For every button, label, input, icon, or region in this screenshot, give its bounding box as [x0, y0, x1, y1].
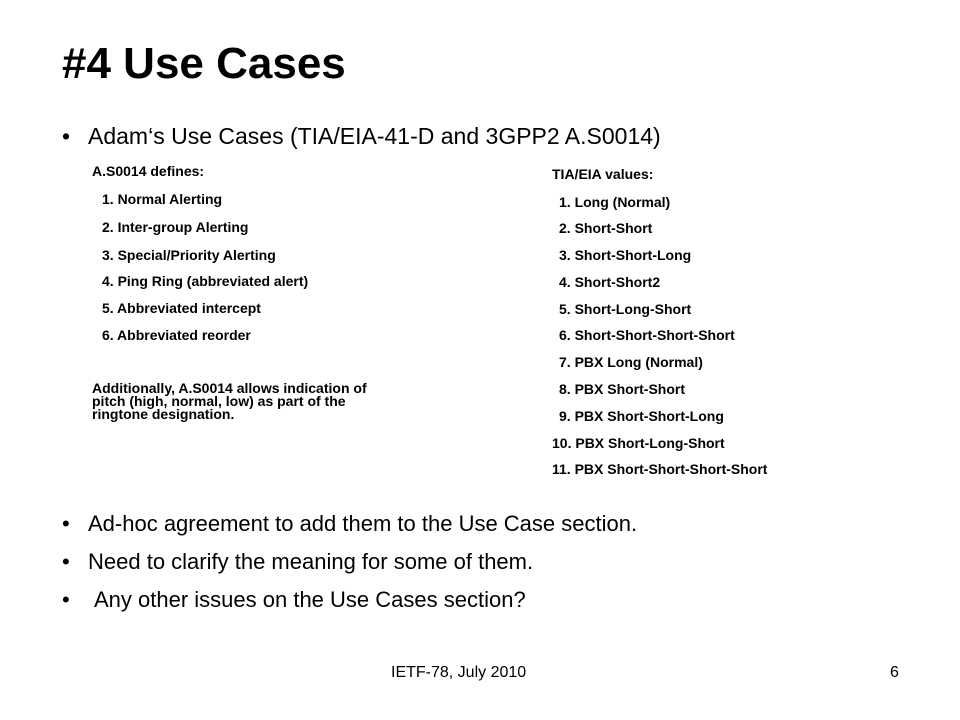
left-item: 4. Ping Ring (abbreviated alert) — [102, 273, 309, 289]
bullet-text: Any other issues on the Use Cases section? — [94, 587, 526, 612]
left-heading: A.S0014 defines: — [92, 163, 205, 179]
right-item: 9. PBX Short-Short-Long — [559, 408, 724, 424]
right-item: 11. PBX Short-Short-Short-Short — [552, 461, 768, 477]
pitch-note: Additionally, A.S0014 allows indication of pitch (high, normal, low) as part of the ringtone designation. — [92, 380, 367, 422]
left-item: 2. Inter-group Alerting — [102, 219, 249, 235]
right-item: 6. Short-Short-Short-Short — [559, 327, 735, 343]
left-item: 6. Abbreviated reorder — [102, 327, 251, 343]
bullet-other-issues — [62, 588, 526, 612]
footer-event: IETF-78, July 2010 — [391, 664, 527, 681]
right-item: 1. Long (Normal) — [559, 194, 671, 210]
slide-title: #4 Use Cases — [62, 39, 346, 88]
bullet-dot-icon: • — [62, 123, 71, 149]
bullet-dot-icon: • — [62, 511, 70, 536]
left-item: 5. Abbreviated intercept — [102, 300, 261, 316]
right-heading: TIA/EIA values: — [552, 166, 654, 182]
bullet-clarify — [62, 550, 533, 574]
right-item: 3. Short-Short-Long — [559, 247, 692, 263]
bullet-text: Need to clarify the meaning for some of them. — [88, 549, 534, 574]
left-item: 3. Special/Priority Alerting — [102, 247, 276, 263]
page-number: 6 — [890, 664, 899, 681]
right-item: 4. Short-Short2 — [559, 274, 661, 290]
bullet-adhoc — [62, 512, 637, 536]
right-item: 8. PBX Short-Short — [559, 381, 686, 397]
bullet-text: Adam‘s Use Cases (TIA/EIA-41-D and 3GPP2 A.S0014) — [88, 123, 661, 149]
bullet-text: Ad-hoc agreement to add them to the Use Case section. — [88, 511, 638, 536]
right-item: 2. Short-Short — [559, 220, 653, 236]
right-item: 5. Short-Long-Short — [559, 301, 692, 317]
right-item: 7. PBX Long (Normal) — [559, 354, 703, 370]
right-item: 10. PBX Short-Long-Short — [552, 435, 725, 451]
bullet-dot-icon: • — [62, 587, 70, 612]
bullet-dot-icon: • — [62, 549, 70, 574]
left-item: 1. Normal Alerting — [102, 191, 223, 207]
bullet-main — [62, 124, 661, 149]
